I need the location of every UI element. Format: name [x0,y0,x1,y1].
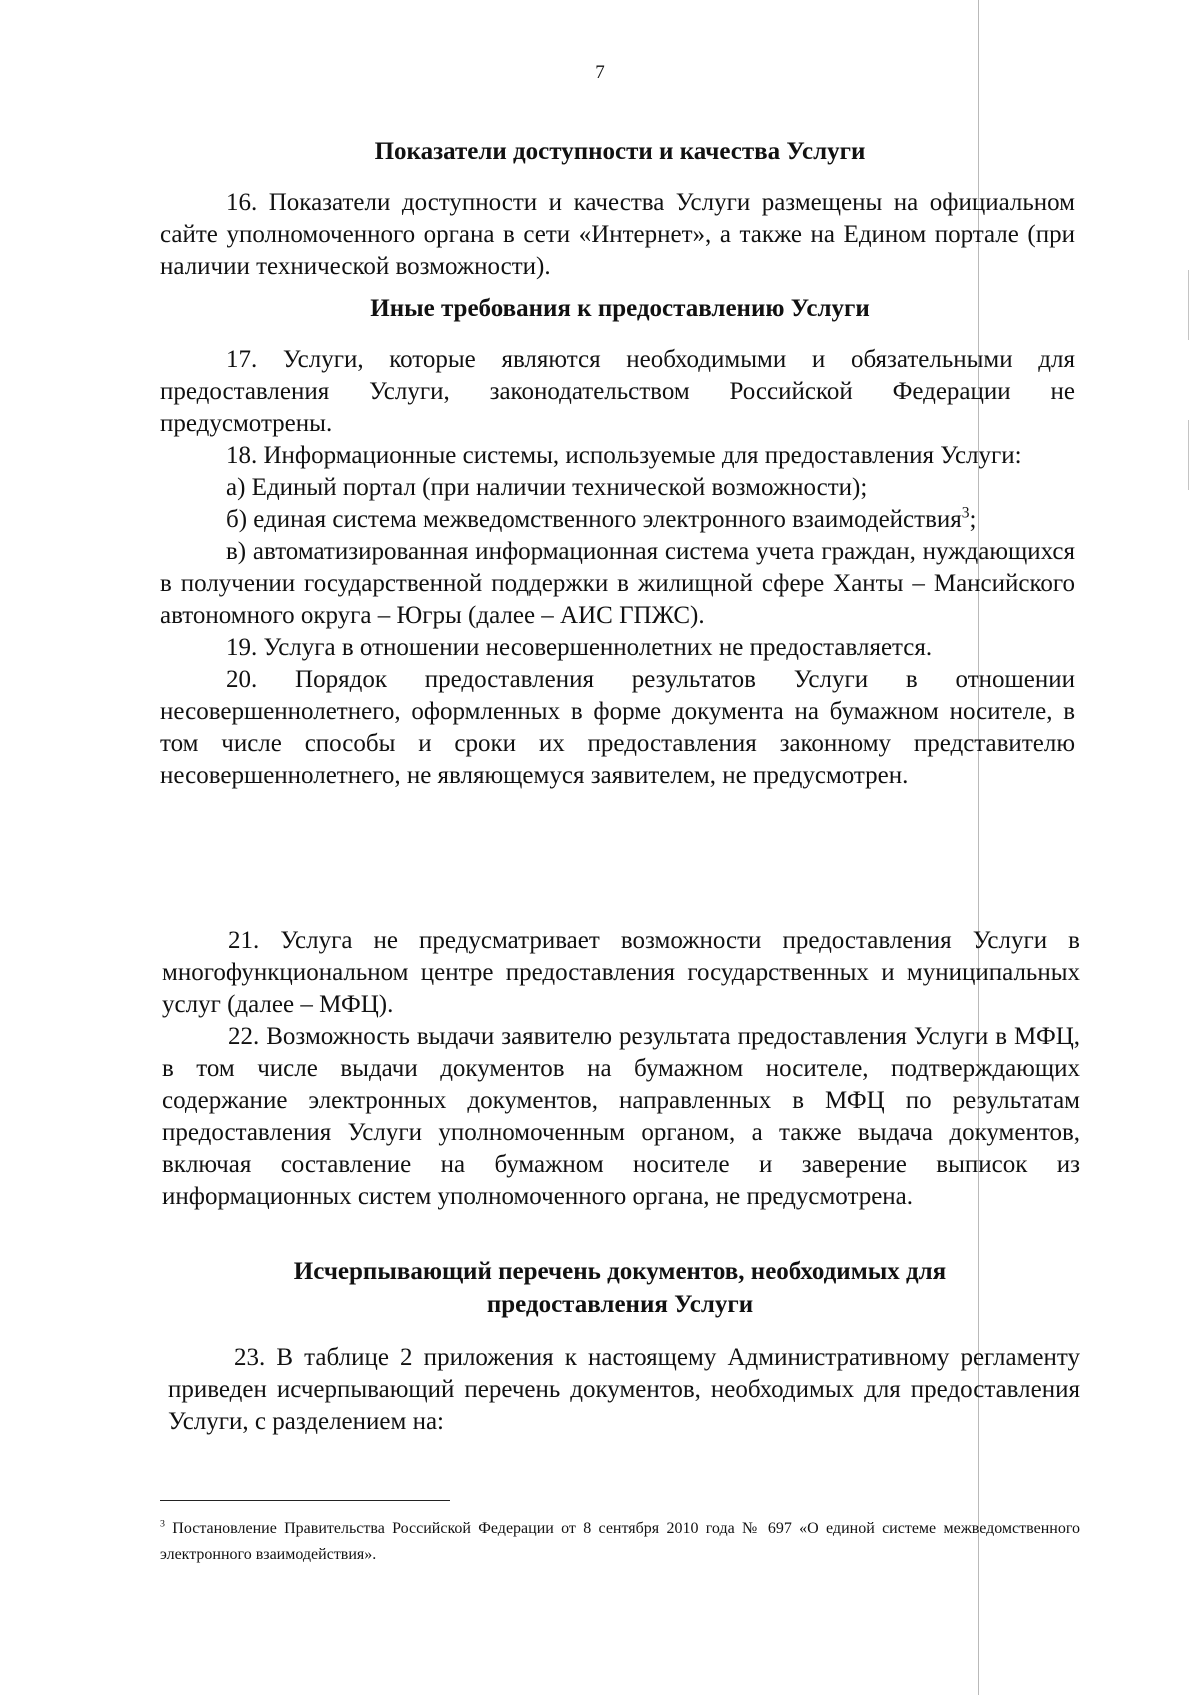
footnote-separator [160,1500,450,1501]
paragraph-23 [168,1342,1080,1438]
section-heading-documents-line2: предоставления Услуги [486,1291,754,1318]
section-heading-other-requirements: Иные требования к предоставлению Услуги [370,295,870,322]
paragraph-23-text: 23. В таблице 2 приложения к настоящему Административному регламенту приведен исчерпывающий перечень документов, необходимых для предоставления Услуги, с разделением на: [168,1344,1080,1435]
paragraph-16 [160,187,1075,283]
paragraphs-17-20 [160,344,1075,792]
section-heading-documents [160,1255,1080,1321]
footnote [160,1516,1080,1568]
paragraph-21: 21. Услуга не предусматривает возможности предоставления Услуги в многофункциональном центре предоставления государственных и муниципальных услуг (далее – МФЦ). [162,927,1080,1018]
section-heading-documents-line1: Исчерпывающий перечень документов, необходимых для [293,1258,947,1285]
paragraphs-21-22 [162,925,1080,1213]
paragraph-18b [160,504,1075,536]
page-number: 7 [595,62,605,83]
paragraph-18a: а) Единый портал (при наличии технической возможности); [226,474,868,501]
footnote-number: 3 [160,1518,165,1530]
scan-edge-mark [1188,420,1189,490]
scan-edge-mark [1188,270,1189,340]
paragraph-16-text: 16. Показатели доступности и качества Услуги размещены на официальном сайте уполномоченного органа в сети «Интернет», а также на Едином портале (при наличии технической возможности). [160,189,1075,280]
paragraph-20: 20. Порядок предоставления результатов Услуги в отношении несовершеннолетнего, оформленных в форме документа на бумажном носителе, в том числе способы и сроки их предоставления законному представителю несовершеннолетнего, не являющемуся заявителем, не предусмотрен. [160,666,1075,789]
section-heading-availability: Показатели доступности и качества Услуги [374,138,866,165]
paragraph-22: 22. Возможность выдачи заявителю результата предоставления Услуги в МФЦ, в том числе выдачи документов на бумажном носителе, подтверждающих содержание электронных документов, направленных в МФЦ по результатам предоставления Услуги уполномоченным органом, а также выдача документов, включая составление на бумажном носителе и заверение выписок из информационных систем уполномоченного органа, не предусмотрена. [162,1023,1080,1210]
paragraph-18b-end: ; [969,506,977,533]
footnote-reference: 3 [961,504,970,522]
footnote-text: Постановление Правительства Российской Федерации от 8 сентября 2010 года № 697 «О единой системе межведомственного электронного взаимодействия». [160,1520,1080,1563]
paragraph-18v: в) автоматизированная информационная система учета граждан, нуждающихся в получении государственной поддержки в жилищной сфере Ханты – Мансийского автономного округа – Югры (далее – АИС ГПЖС). [160,538,1075,629]
paragraph-17: 17. Услуги, которые являются необходимыми и обязательными для предоставления Услуги, законодательством Российской Федерации не предусмотрены. [160,346,1075,437]
paragraph-18b-text: б) единая система межведомственного электронного взаимодействия [226,506,962,533]
paragraph-18: 18. Информационные системы, используемые для предоставления Услуги: [226,442,1022,469]
paragraph-19: 19. Услуга в отношении несовершеннолетних не предоставляется. [226,634,933,661]
